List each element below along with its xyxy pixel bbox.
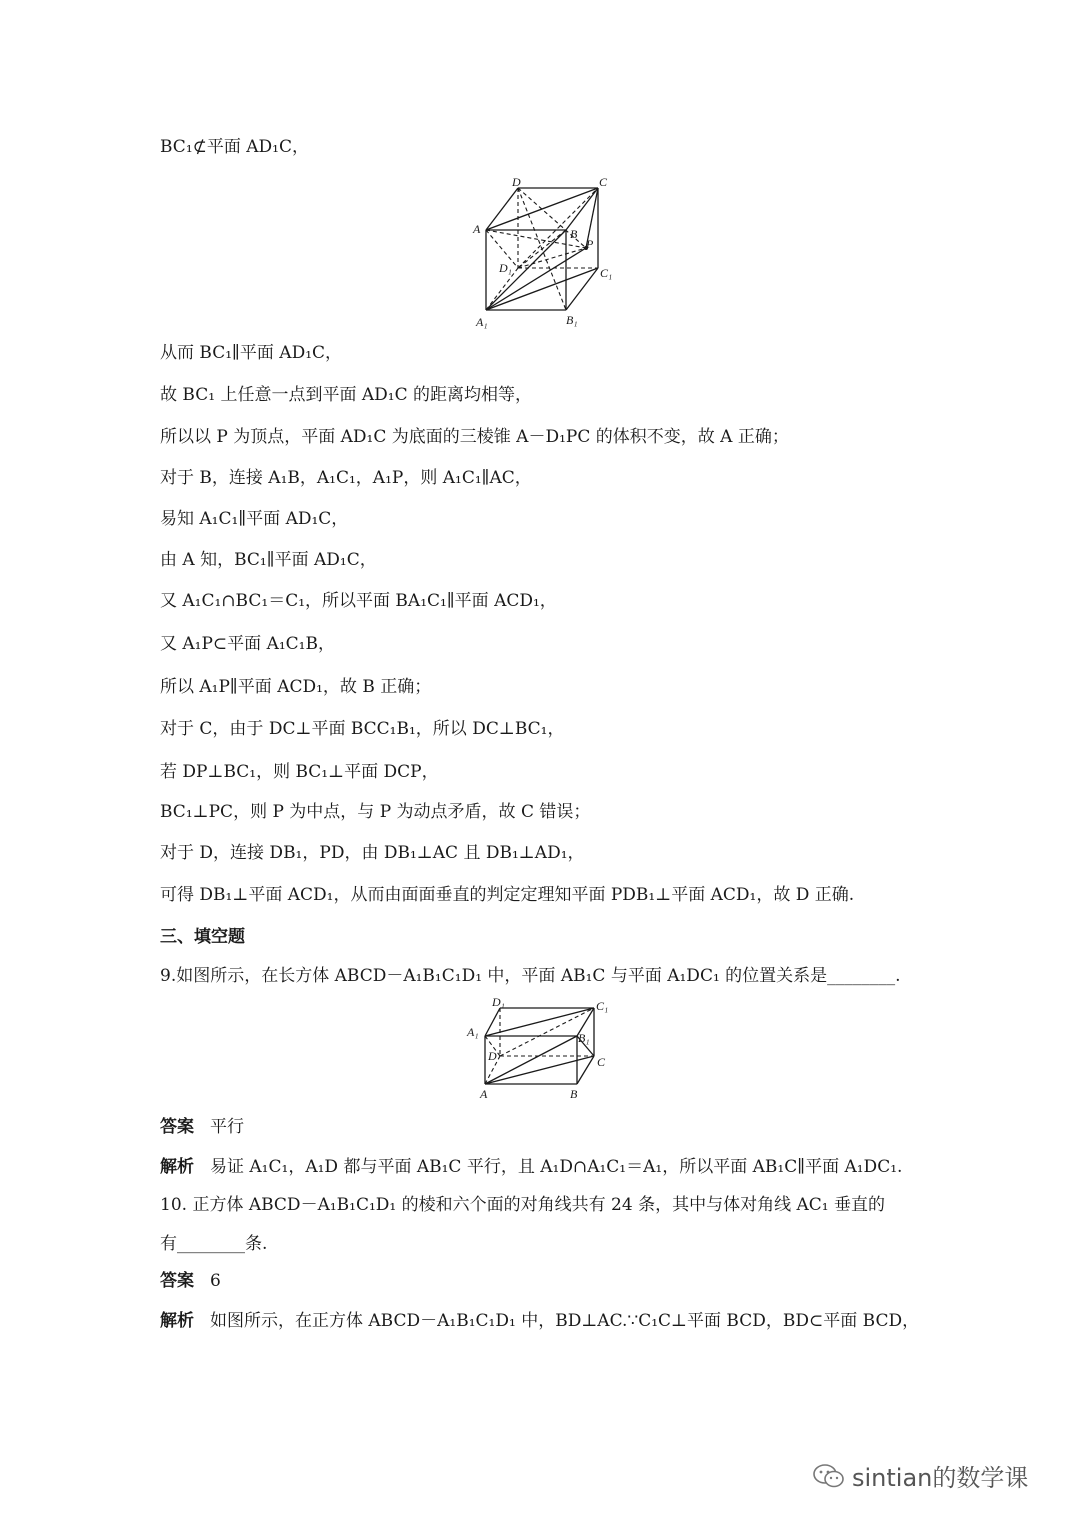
- label-A1: A₁: [476, 315, 488, 329]
- label-D: D: [512, 176, 521, 189]
- solution-line: 易知 A₁C₁∥平面 AD₁C，: [160, 509, 349, 529]
- analysis-label: 解析: [160, 1157, 194, 1177]
- solution-line: BC₁⊥PC，则 P 为中点，与 P 为动点矛盾，故 C 错误；: [160, 802, 591, 822]
- solution-line: 又 A₁P⊂平面 A₁C₁B，: [160, 634, 335, 654]
- analysis-text: 如图所示，在正方体 ABCD－A₁B₁C₁D₁ 中，BD⊥AC.∵C₁C⊥平面 BCD，BD⊂平面 BCD，: [210, 1311, 920, 1331]
- label-A1: A₁: [467, 1025, 479, 1039]
- solution-line: 故 BC₁ 上任意一点到平面 AD₁C 的距离均相等，: [160, 385, 532, 405]
- label-D: D: [488, 1049, 497, 1063]
- label-D1: D₁: [492, 996, 505, 1009]
- solution-line: 又 A₁C₁∩BC₁＝C₁，所以平面 BA₁C₁∥平面 ACD₁，: [160, 591, 557, 611]
- label-B: B: [570, 227, 578, 241]
- answer-label: 答案: [160, 1117, 194, 1137]
- q10-analysis: [160, 1310, 919, 1332]
- solution-line: 可得 DB₁⊥平面 ACD₁，从而由面面垂直的判定定理知平面 PDB₁⊥平面 ACD₁，故 D 正确.: [160, 885, 855, 905]
- solution-line: 所以以 P 为顶点，平面 AD₁C 为底面的三棱锥 A－D₁PC 的体积不变，故 A 正确；: [160, 427, 789, 447]
- question-9-text: 9.如图所示，在长方体 ABCD－A₁B₁C₁D₁ 中，平面 AB₁C 与平面 A₁DC₁ 的位置关系是________.: [160, 966, 901, 986]
- solution-line: 从而 BC₁∥平面 AD₁C，: [160, 343, 343, 363]
- watermark: [812, 1458, 1028, 1493]
- solution-line: 若 DP⊥BC₁，则 BC₁⊥平面 DCP，: [160, 762, 439, 782]
- q9-answer: [160, 1116, 244, 1138]
- q10-answer: [160, 1270, 221, 1292]
- label-D1: D₁: [499, 261, 512, 275]
- watermark-text: sintian的数学课: [852, 1464, 1029, 1492]
- label-C: C: [597, 1055, 606, 1069]
- analysis-text: 易证 A₁C₁，A₁D 都与平面 AB₁C 平行，且 A₁D∩A₁C₁＝A₁，所以平面 AB₁C∥平面 A₁DC₁.: [210, 1157, 903, 1177]
- section-heading: 三、填空题: [160, 927, 245, 947]
- label-A: A: [480, 1087, 488, 1101]
- label-C1: C₁: [596, 999, 609, 1013]
- label-P: P: [586, 237, 594, 251]
- solution-line: 所以 A₁P∥平面 ACD₁，故 B 正确；: [160, 677, 432, 697]
- solution-line: 由 A 知，BC₁∥平面 AD₁C，: [160, 550, 377, 570]
- label-A: A: [473, 222, 481, 236]
- label-C: C: [599, 176, 608, 189]
- solution-line: 对于 C，由于 DC⊥平面 BCC₁B₁，所以 DC⊥BC₁，: [160, 719, 565, 739]
- q9-analysis: [160, 1156, 902, 1178]
- analysis-label: 解析: [160, 1311, 194, 1331]
- label-C1: C₁: [600, 266, 613, 280]
- label-B1: B₁: [566, 313, 578, 327]
- label-B1: B₁: [578, 1031, 590, 1045]
- wechat-icon: [812, 1463, 846, 1489]
- question-10-line1: 10. 正方体 ABCD－A₁B₁C₁D₁ 的棱和六个面的对角线共有 24 条，其中与体对角线 AC₁ 垂直的: [160, 1195, 885, 1215]
- solution-line: 对于 D，连接 DB₁，PD，由 DB₁⊥AC 且 DB₁⊥AD₁，: [160, 843, 585, 863]
- cube-figure: [470, 176, 620, 332]
- cuboid-figure: [464, 996, 614, 1102]
- label-B: B: [570, 1087, 578, 1101]
- solution-line: 对于 B，连接 A₁B，A₁C₁，A₁P，则 A₁C₁∥AC，: [160, 468, 532, 488]
- answer-value: 6: [210, 1271, 221, 1291]
- answer-label: 答案: [160, 1271, 194, 1291]
- answer-value: 平行: [210, 1117, 244, 1137]
- solution-line: BC₁⊄平面 AD₁C，: [160, 137, 310, 157]
- question-10-line2: 有________条.: [160, 1234, 268, 1254]
